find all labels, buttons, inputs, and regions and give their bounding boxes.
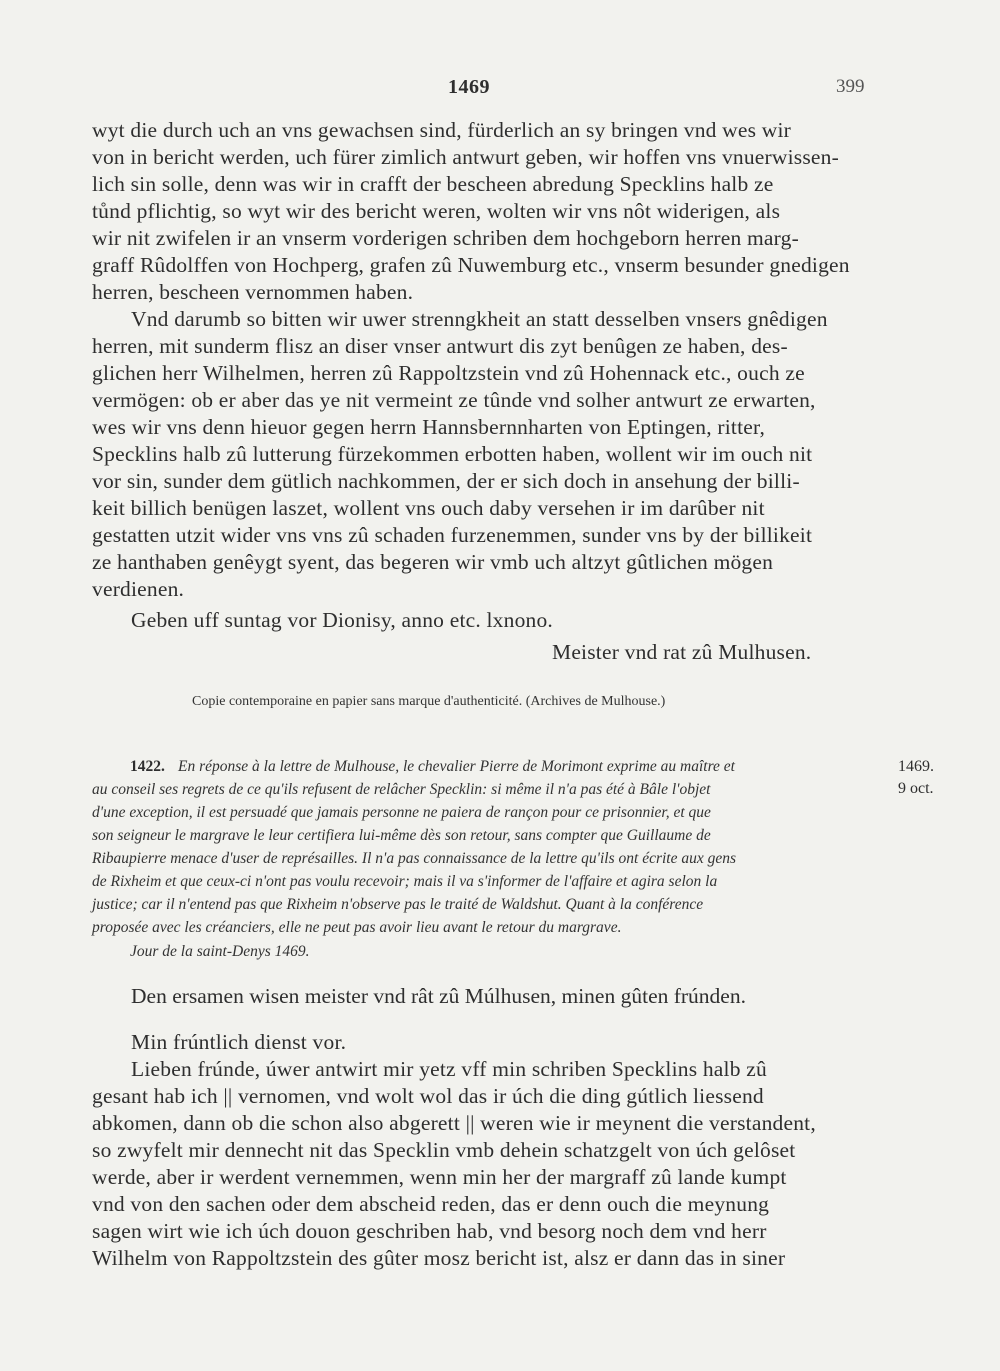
text-line: wyt die durch uch an vns gewachsen sind, fürderlich an sy bringen vnd wes wir <box>92 118 792 142</box>
running-header-year: 1469 <box>448 76 490 98</box>
summary-line: proposée avec les créanciers, elle ne peut pas avoir lieu avant le retour du margrave. <box>92 919 622 936</box>
summary-line: En réponse à la lettre de Mulhouse, le chevalier Pierre de Morimont exprime au maître et <box>178 758 735 775</box>
text-line: glichen herr Wilhelmen, herren zû Rappoltzstein vnd zû Hohennack etc., ouch ze <box>92 361 805 385</box>
signature-line: Meister vnd rat zû Mulhusen. <box>552 640 812 664</box>
text-line: gesant hab ich || vernomen, vnd wolt wol das ir úch die ding gútlich liessend <box>92 1084 764 1108</box>
summary-line: son seigneur le margrave le leur certifiera lui-même dès son retour, sans compter que Guillaume de <box>92 827 711 844</box>
text-line: vermögen: ob er aber das ye nit vermeint ze tûnde vnd solher antwurt ze erwarten, <box>92 388 816 412</box>
margin-date: 9 oct. <box>898 780 934 797</box>
text-line: graff Rûdolffen von Hochperg, grafen zû Nuwemburg etc., vnserm besunder gnedigen <box>92 253 850 277</box>
text-line: wes wir vns denn hieuor gegen herrn Hannsbernnharten von Eptingen, ritter, <box>92 415 766 439</box>
text-line: von in bericht werden, uch fürer zimlich antwurt geben, wir hoffen vns vnuerwissen- <box>92 145 839 169</box>
text-line: Lieben frúnde, úwer antwirt mir yetz vff min schriben Specklins halb zû <box>131 1057 767 1081</box>
text-line: tůnd pflichtig, so wyt wir des bericht weren, wolten wir vns nôt widerigen, als <box>92 199 781 223</box>
document-number: 1422. <box>130 758 165 775</box>
summary-line: justice; car il n'entend pas que Rixheim n'observe pas le traité de Waldshut. Quant à la conférence <box>92 896 704 913</box>
text-line: verdienen. <box>92 577 185 601</box>
summary-line: Ribaupierre menace d'user de représailles. Il n'a pas connaissance de la lettre qu'ils ont écrite aux gens <box>92 850 737 867</box>
text-line: so zwyfelt mir dennecht nit das Specklin vmb dehein schatzgelt von úch gelôset <box>92 1138 796 1162</box>
dating-line: Geben uff suntag vor Dionisy, anno etc. lxnono. <box>131 608 554 632</box>
summary-line: au conseil ses regrets de ce qu'ils refusent de relâcher Specklin: si même il n'a pas été à Bâle l'objet <box>92 781 711 798</box>
text-line: werde, aber ir werdent vernemmen, wenn min her der margraff zû lande kumpt <box>92 1165 787 1189</box>
text-line: wir nit zwifelen ir an vnserm vorderigen schriben dem hochgeborn herren marg- <box>92 226 799 250</box>
text-line: herren, bescheen vernommen haben. <box>92 280 414 304</box>
page-number: 399 <box>836 76 865 97</box>
margin-year: 1469. <box>898 758 934 775</box>
text-line: ze hanthaben genêygt syent, das begeren wir vmb uch altzyt gûtlichen mögen <box>92 550 774 574</box>
greeting-line: Min frúntlich dienst vor. <box>131 1030 347 1054</box>
text-line: gestatten utzit wider vns vns zû schaden furzenemmen, sunder vns by der billikeit <box>92 523 813 547</box>
text-line: vor sin, sunder dem gütlich nachkommen, der er sich doch in ansehung der billi- <box>92 469 800 493</box>
text-line: Vnd darumb so bitten wir uwer strenngkheit an statt desselben vnsers gnêdigen <box>131 307 828 331</box>
source-note: Copie contemporaine en papier sans marque d'authenticité. (Archives de Mulhouse.) <box>192 694 666 709</box>
letter-address: Den ersamen wisen meister vnd rât zû Múlhusen, minen gûten frúnden. <box>131 984 746 1008</box>
summary-line: d'une exception, il est persuadé que jamais personne ne paiera de rançon pour ce prisonnier, et que <box>92 804 711 821</box>
text-line: keit billich benügen laszet, wollent vns ouch daby versehen ir im darûber nit <box>92 496 765 520</box>
text-line: lich sin solle, denn was wir in crafft der bescheen abredung Specklins halb ze <box>92 172 774 196</box>
text-line: herren, mit sunderm flisz an diser vnser antwurt dis zyt benûgen ze haben, des- <box>92 334 788 358</box>
text-line: Wilhelm von Rappoltzstein des gûter mosz bericht ist, alsz er dann das in siner <box>92 1246 786 1270</box>
text-line: Specklins halb zû lutterung fürzekommen erbotten haben, wollent wir im ouch nit <box>92 442 813 466</box>
text-line: abkomen, dann ob die schon also abgerett || weren wie ir meynent die verstandent, <box>92 1111 816 1135</box>
text-line: sagen wirt wie ich úch douon geschriben hab, vnd besorg noch dem vnd herr <box>92 1219 767 1243</box>
summary-line: de Rixheim et que ceux-ci n'ont pas voulu recevoir; mais il va s'informer de l'affaire et agira selon la <box>92 873 718 890</box>
summary-date: Jour de la saint-Denys 1469. <box>130 943 310 960</box>
text-line: vnd von den sachen oder dem abscheid reden, das er denn ouch die meynung <box>92 1192 770 1216</box>
